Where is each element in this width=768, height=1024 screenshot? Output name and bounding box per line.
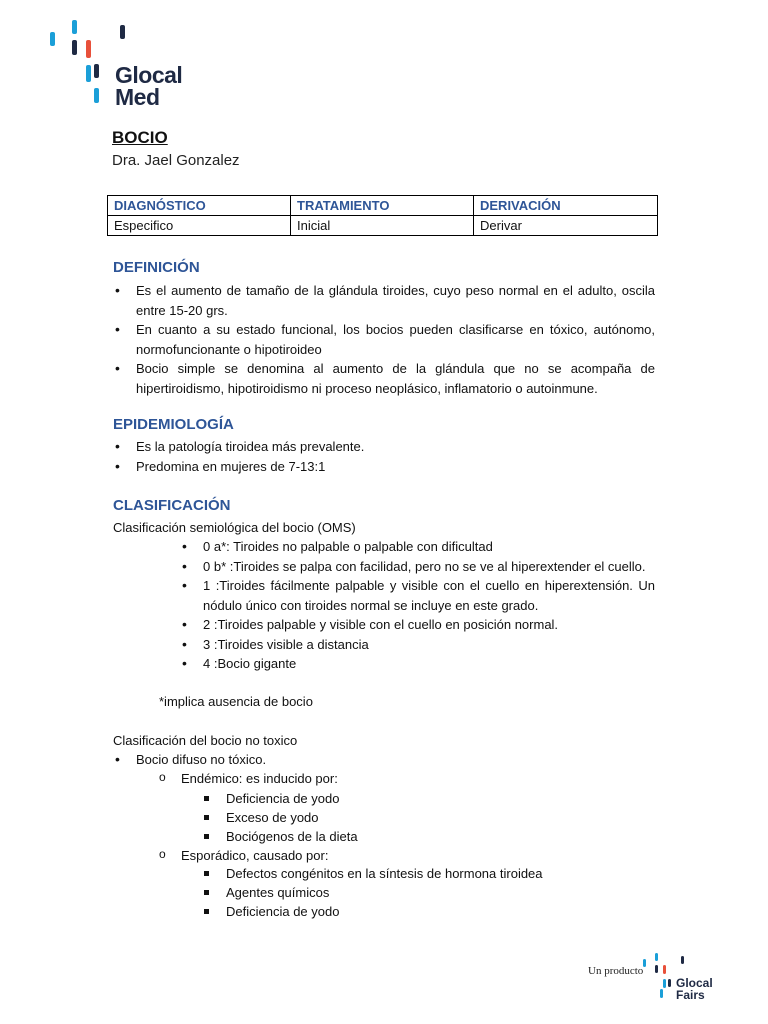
summary-table (107, 195, 658, 236)
document-title: BOCIO (112, 128, 168, 147)
endemico-causes-list (202, 789, 642, 846)
clasificacion-subtitle: Clasificación semiológica del bocio (OMS) (113, 520, 356, 535)
list-item: Exceso de yodo (202, 808, 642, 827)
list-item: • 4 :Bocio gigante (180, 654, 655, 674)
logo-line1: Glocal (115, 62, 183, 88)
list-item: • Es el aumento de tamaño de la glándula tiroides, cuyo peso normal en el adulto, oscila entre 15-20 grs. (113, 281, 655, 320)
list-item: • Bocio simple se denomina al aumento de la glándula que no se acompaña de hipertiroidismo, hipotiroidismo ni proceso neoplásico, inflamatorio o autoinmune. (113, 359, 655, 398)
difuso-list (113, 750, 655, 770)
definicion-list (113, 281, 655, 398)
list-item: Deficiencia de yodo (202, 789, 642, 808)
list-item: o Esporádico, causado por: (159, 846, 639, 865)
section-heading-clasificacion: CLASIFICACIÓN (113, 497, 231, 514)
list-item: Deficiencia de yodo (202, 902, 642, 921)
list-item: • Predomina en mujeres de 7-13:1 (113, 457, 655, 477)
footer-brand-line2: Fairs (676, 988, 705, 1002)
footer-brand-line1: Glocal (676, 976, 713, 990)
table-header-cell: TRATAMIENTO (291, 196, 474, 216)
no-toxico-title: Clasificación del bocio no toxico (113, 733, 298, 748)
list-item: o Endémico: es inducido por: (159, 769, 639, 788)
glocalmed-logo-text (115, 64, 182, 108)
glocalfairs-logo-text (676, 977, 713, 1001)
list-item: • 1 :Tiroides fácilmente palpable y visible con el cuello en hiperextensión. Un nódulo único con tiroides normal se incluye en este grado. (180, 576, 655, 615)
list-item: • En cuanto a su estado funcional, los bocios pueden clasificarse en tóxico, autónomo, normofuncionante o hipotiroideo (113, 320, 655, 359)
list-item: Defectos congénitos en la síntesis de hormona tiroidea (202, 864, 642, 883)
table-row (108, 216, 658, 236)
table-cell: Derivar (474, 216, 658, 236)
section-heading-definicion: DEFINICIÓN (113, 259, 200, 276)
esporadico-list (159, 846, 639, 865)
table-header-cell: DERIVACIÓN (474, 196, 658, 216)
section-heading-epidemiologia: EPIDEMIOLOGÍA (113, 416, 234, 433)
epidemiologia-list (113, 437, 655, 476)
logo-line2: Med (115, 84, 160, 110)
table-cell: Especifico (108, 216, 291, 236)
list-item: Agentes químicos (202, 883, 642, 902)
list-item: • Bocio difuso no tóxico. (113, 750, 655, 770)
footer-prefix: Un producto (588, 965, 644, 977)
endemico-list (159, 769, 639, 788)
oms-note: *implica ausencia de bocio (159, 694, 313, 709)
oms-grades-list (180, 537, 655, 674)
table-cell: Inicial (291, 216, 474, 236)
table-header-row (108, 196, 658, 216)
list-item: • Es la patología tiroidea más prevalente. (113, 437, 655, 457)
list-item: • 0 b* :Tiroides se palpa con facilidad, pero no se ve al hiperextender el cuello. (180, 557, 655, 577)
list-item: • 3 :Tiroides visible a distancia (180, 635, 655, 655)
document-author: Dra. Jael Gonzalez (112, 152, 240, 169)
esporadico-causes-list (202, 864, 642, 921)
list-item: Bociógenos de la dieta (202, 827, 642, 846)
list-item: • 0 a*: Tiroides no palpable o palpable con dificultad (180, 537, 655, 557)
list-item: • 2 :Tiroides palpable y visible con el cuello en posición normal. (180, 615, 655, 635)
table-header-cell: DIAGNÓSTICO (108, 196, 291, 216)
